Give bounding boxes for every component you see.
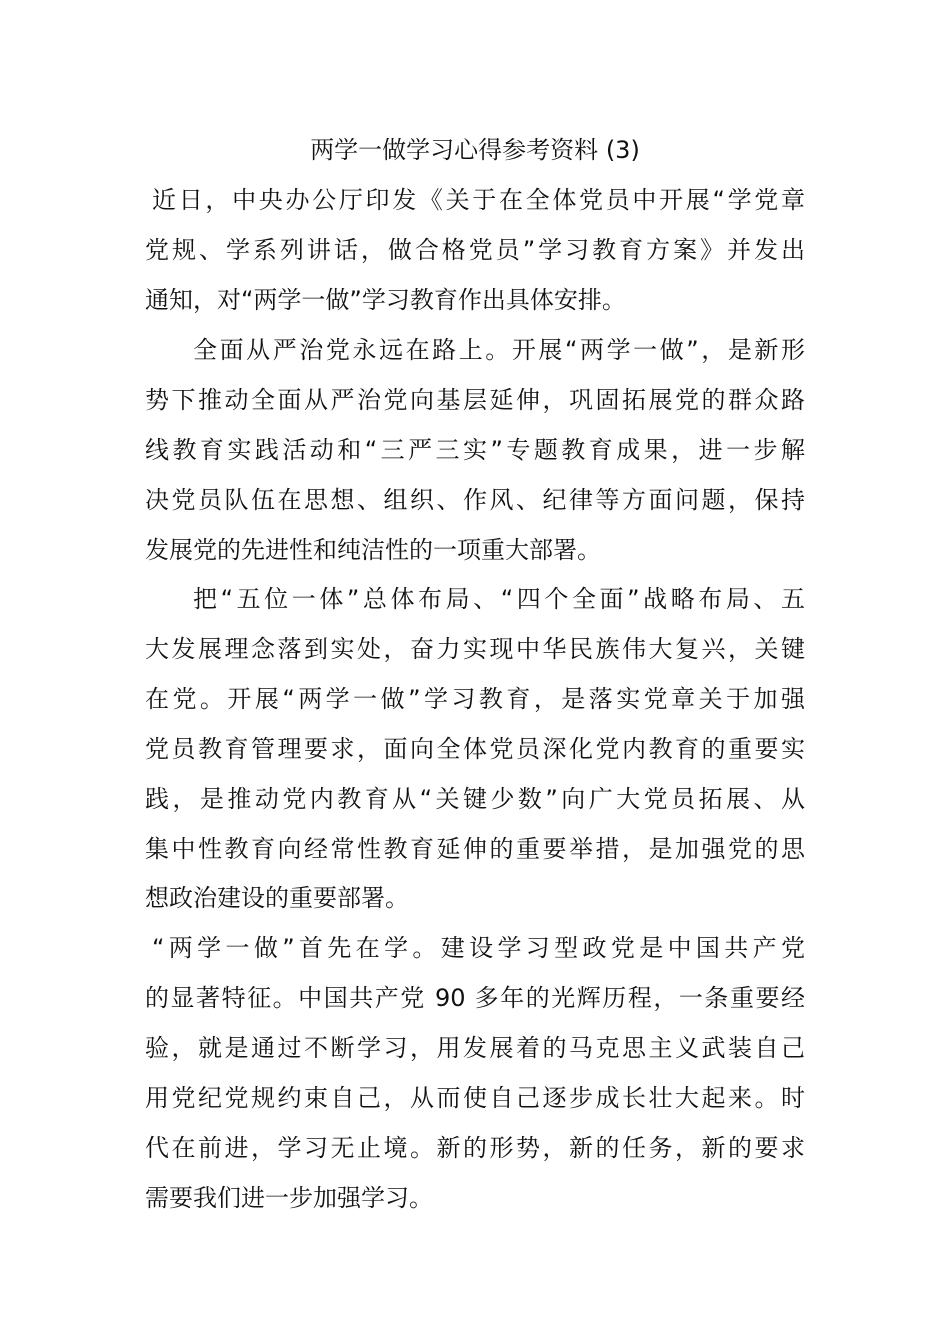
paragraph-line: 势下推动全面从严治党向基层延伸，巩固拓展党的群众路: [145, 386, 805, 414]
paragraph-line: 在党。开展“两学一做”学习教育，是落实党章关于加强: [145, 685, 805, 713]
paragraph-line: 践，是推动党内教育从“关键少数”向广大党员拓展、从: [145, 785, 805, 813]
paragraph-line: 线教育实践活动和“三严三实”专题教育成果，进一步解: [145, 436, 805, 464]
paragraph-line: 验，就是通过不断学习，用发展着的马克思主义武装自己: [145, 1034, 805, 1062]
paragraph-line: 想政治建设的重要部署。: [145, 884, 409, 912]
paragraph-line: 代在前进，学习无止境。新的形势，新的任务，新的要求: [145, 1134, 805, 1162]
paragraph-line: 需要我们进一步加强学习。: [145, 1184, 433, 1212]
paragraph-line: 党规、学系列讲话，做合格党员”学习教育方案》并发出: [145, 236, 805, 264]
paragraph-line: 用党纪党规约束自己，从而使自己逐步成长壮大起来。时: [145, 1084, 805, 1112]
paragraph-line: 全面从严治党永远在路上。开展“两学一做”，是新形: [193, 336, 805, 364]
paragraph-line: “两学一做”首先在学。建设学习型政党是中国共产党: [152, 934, 805, 962]
paragraph-line: 党员教育管理要求，面向全体党员深化党内教育的重要实: [145, 735, 805, 763]
paragraph-line: 集中性教育向经常性教育延伸的重要举措，是加强党的思: [145, 835, 805, 863]
paragraph-line: 决党员队伍在思想、组织、作风、纪律等方面问题，保持: [145, 486, 805, 514]
paragraph-line: 通知，对“两学一做”学习教育作出具体安排。: [145, 286, 626, 314]
paragraph-line: 把“五位一体”总体布局、“四个全面”战略布局、五: [193, 585, 805, 613]
paragraph-line: 近日，中央办公厅印发《关于在全体党员中开展“学党章: [152, 186, 805, 214]
paragraph-line: 发展党的先进性和纯洁性的一项重大部署。: [145, 536, 601, 564]
document-title: 两学一做学习心得参考资料 (3): [310, 136, 640, 164]
paragraph-line: 的显著特征。中国共产党 90 多年的光辉历程，一条重要经: [145, 984, 805, 1012]
paragraph-line: 大发展理念落到实处，奋力实现中华民族伟大复兴，关键: [145, 635, 805, 663]
